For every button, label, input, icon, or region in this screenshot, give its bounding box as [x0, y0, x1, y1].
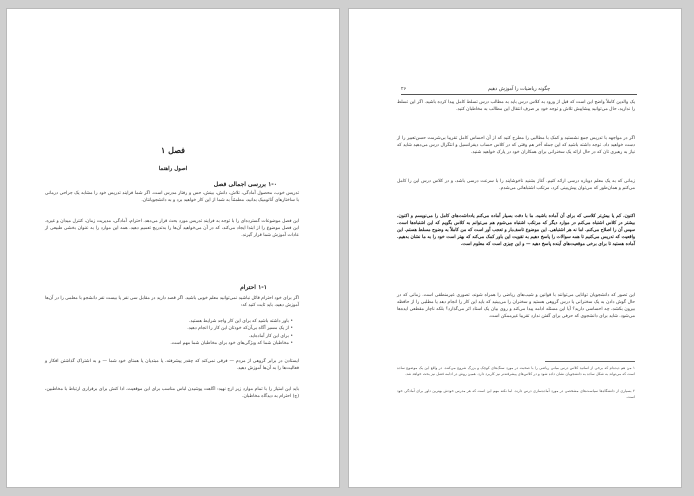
overview-paragraph-1: تدریس خوب، محصول آمادگی، تلاش، دانش، بینش، حس و رفتار مدرس است. اگر شما فرایند تدریس خود را مشابه یک جراحی درمانی با ساختارهای آناتومیک بدانید، مطمئناً به شما از این کار خواهید برد و به دانشجویانتان.	[45, 191, 299, 204]
page-number: ۲۶	[401, 87, 407, 92]
chapter-subtitle: اصول راهنما	[158, 166, 188, 172]
footnote-1: ۱ من هم دیده‌ام که برخی از اساتید کلاس درس مبانی ریاضی را با صحبت در مورد سنگ‌های کوچک و بزرگ شروع می‌کنند. در واقع این یک موضوع ساده است که می‌تواند به شکل ساده به دانشجویان نشان داده شود و در کلاس‌های پیشرفته‌تر نیز کاربرد دارد. همین روش در ادامه فصل نیز بحث خواهد شد.	[397, 366, 635, 376]
section-heading-overview: ۱-۰ بررسی اجمالی فصل	[213, 181, 277, 188]
respect-paragraph-3: باید این امتیاز را با تمام موارد زیر ارج نهید: اگاهت پوشیدن لباس مناسب برای این موقعیت، ادا کنش برای برقراری ارتباط با مخاطبین، (ج) احترام به دیدگاه مخاطبان.	[45, 387, 299, 400]
footnote-2: ۲ بسیاری از دانشگاه‌ها سیاست‌های مشخصی در مورد آماده‌سازی درس دارند. اما نکته مهم این است که هر مدرس خودش بهترین داور برای آمادگی خود است.	[397, 389, 635, 399]
body-paragraph-3: زمانی که به یک معلم دوباره درسی ارائه کنیم. آغاز بشنید ناخوشایند را با سرعت درسی باشد، و در کلاس درس این را کامل می‌کنم و همان‌طور که می‌توان پیش‌بینی کرد، مرتکب اشتباهاتی می‌شدم.	[397, 179, 635, 192]
running-header	[401, 86, 637, 95]
left-page	[6, 8, 340, 488]
list-item: • باور داشته باشید که برای این کار واجد شرایط هستید.	[53, 318, 293, 325]
right-page	[348, 8, 682, 488]
chapter-title: فصل ۱	[161, 145, 185, 155]
respect-paragraph-2: ایستادن در برابر گروهی از مردم — فرقی نمی‌کند که چقدر پیشرفته، یا مبتدیان یا همتای خود شما — و به اشتراک گذاشتن افکار و فعالیت‌ها را به آن‌ها آموزش دهید.	[45, 359, 299, 372]
respect-paragraph-1: اگر برای خود احترام قائل نباشید نمی‌توانید معلم خوبی باشید. اگر قصد دارید در مقابل سی نفر یا بیست نفر دانشجو با معلمی را در آن‌ها آموزش دهید، باید ثابت کنید که:	[45, 296, 299, 309]
list-item: • از یک مسیر آگاه بی‌آن‌که خودتان این کار را انجام دهید.	[53, 325, 293, 332]
body-paragraph-5: این تصور که دانشجویان توانایی می‌توانند با قوانین و شیب‌های ریاضی را همراه شوند، تصوری غیرمنطقی است. زمانی که در حال گوش دادن به یک سخنرانی یا درس گروهی هستید و سخنران را می‌بینید که باید این کار را انجام دهد یا مطلبی را از حافظه بیرون بکشد، چه احساسی دارید؟ آیا این مسئله ادامه پیدا می‌کند و روی بیان یک استاد اثر می‌گذارد؟ بلکه ناچار مقطعی ایده‌ها می‌شود. شاید برای دانشجوی که حرفی برای گفتن ندارد تقریبا غیرممکن است.	[397, 293, 635, 320]
overview-paragraph-2: این فصل موضوعات گسترده‌ای را با توجه به فرایند تدریس مورد بحث قرار می‌دهد. احترام، آمادگی، مدیریت زمان، کنترل میدان و غیره. این فصل موضوع را از ابتدا ایجاد می‌کند، که در آن می‌خواهید آن‌ها را به‌تدریج تعمیم دهید. همه این موارد را به عنوان بخشی طبیعی از عادات آموزش شما قرار گیرند.	[45, 219, 299, 239]
body-paragraph-2: اگر در مواجهه با تدریس جمع نشستید و کمک با مطالبی را مطرح کنید که از آن احساس کامل تقریبا بی‌شرمت حسن‌تعبیر را از دست خواهید داد. توجه داشته باشید که این جمله آخر هم وقتی که در کلاس حساب دیفرانسیل و انتگرال درس می‌دهید شاید که نیاز به رهبری تان که در حال ارائه یک سخنرانی برای همکاران خود در پارک خواهید شنید.	[397, 136, 635, 156]
respect-bullet-list	[53, 318, 293, 348]
running-title: چگونه ریاضیات را آموزش دهیم	[487, 87, 551, 92]
body-paragraph-1: یک والدین کاملاً واضح این است که قبل از ورود به کلاس درس باید به مطالب درس تسلط کامل پیدا کرده باشید. اگر این تسلط را ندارید، حال می‌توانید پیشاپیش تلاش و توجه خود بر صرف انتقال این مطالب به مخاطبان کنید.	[397, 100, 635, 113]
footnote-divider	[545, 361, 635, 362]
section-heading-respect: ۱-۱ احترام	[240, 284, 267, 291]
list-item: • مخاطبان شما که ویژگی‌های خود برای مخاطبان شما مهم است.	[53, 340, 293, 347]
list-item: • برای این کار آماده‌اید.	[53, 333, 293, 340]
body-paragraph-4: اکنون، کم یا بیش‌تر کلاسی که برای آن آماده باشید، ما با دقت بسیار آماده می‌کنم یادداشت‌های کامل را می‌نویسم و اکنون، بیشتر در کلاس اشتباه می‌کنم در موارد دیگر که مرتکب اشتباه می‌شوم هم می‌توانم به کلاس بگویم که این اشتباه‌ها است. سپس آن را اصلاح می‌کنم. اما نه هر اشتباهی. این موضوع تاسف‌بار و تعجب آور است که من کاملاً به وضوح مسلط هستم. این واقعیت که تدریس می‌کنیم تا همه سوالات را پاسخ دهیم به تقویت این باور کمک می‌کند که بهتر است خود را به ما نشان بدهیم. آماده هستید تا برای برخی موقعیت‌های آینده پاسخ دهید — و این چیزی است که معلوم است.	[397, 214, 635, 248]
